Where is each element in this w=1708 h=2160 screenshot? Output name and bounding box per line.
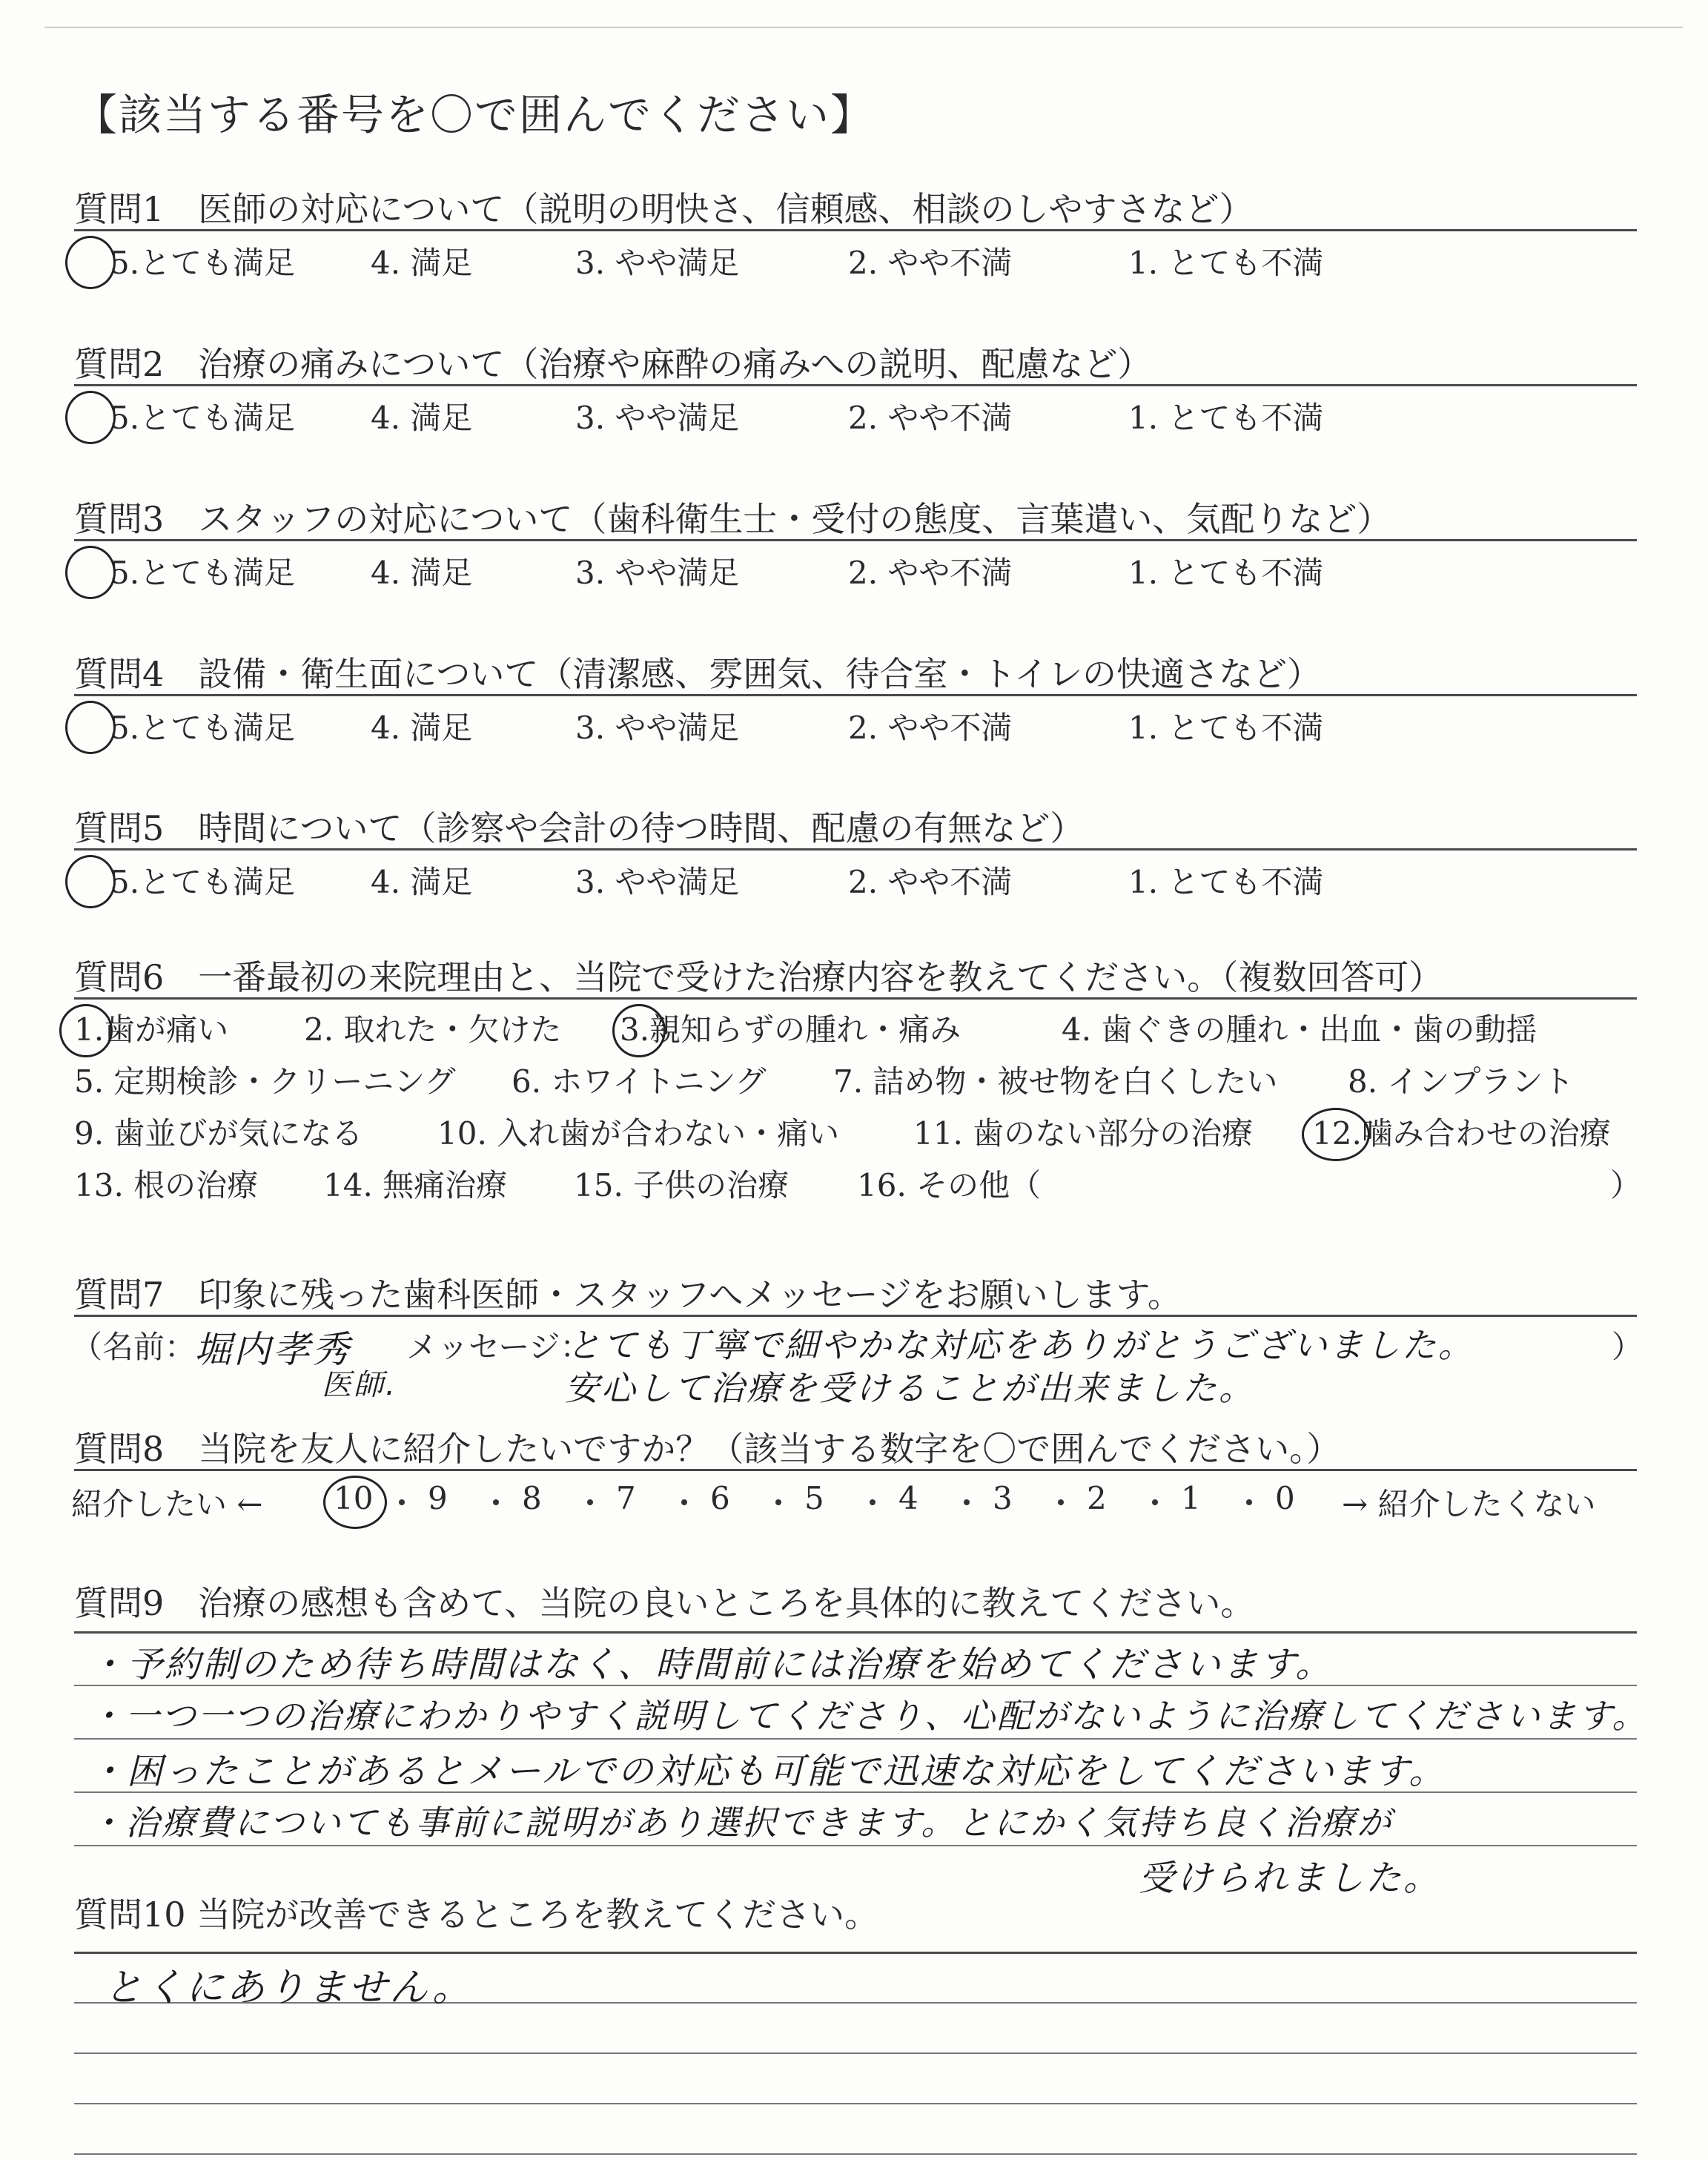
q9-answer-1: ・予約制のため待ち時間はなく、時間前には治療を始めてくださいます。 [89,1644,1334,1685]
q9-rule-5 [74,1845,1637,1846]
page-title: 【該当する番号を〇で囲んでください】 [74,90,875,140]
q4-rule [74,694,1637,696]
q6-opt-16-close: ） [1610,1167,1642,1203]
q10-answer: とくにありません。 [104,1966,474,2010]
q2-option-3[interactable]: 3. やや満足 [575,400,740,436]
q8-scale-6[interactable]: 6 [710,1480,730,1516]
q1-rule [74,229,1637,231]
q3-option-2[interactable]: 2. やや不満 [848,555,1013,591]
q8-scale-separator [587,1499,593,1505]
q8-scale-2[interactable]: 2 [1087,1480,1107,1516]
q6-opt-5[interactable]: 5. 定期検診・クリーニング [74,1063,456,1100]
q1-option-2[interactable]: 2. やや不満 [848,245,1013,281]
q7-label: 質問7 印象に残った歯科医師・スタッフへメッセージをお願いします。 [74,1275,1182,1315]
q6-opt-8[interactable]: 8. インプラント [1348,1063,1575,1100]
q3-option-5[interactable]: 5.とても満足 [110,555,296,591]
q10-rule-4 [74,2103,1637,2104]
q3-option-3[interactable]: 3. やや満足 [575,555,740,591]
q7-message-handwritten-1: とても丁寧で細やかな対応をありがとうございました。 [566,1325,1474,1365]
q9-answer-3: ・困ったことがあるとメールでの対応も可能で迅速な対応をしてくださいます。 [89,1751,1447,1792]
q8-scale-0[interactable]: 0 [1275,1480,1295,1516]
q7-close: ） [1612,1329,1644,1365]
selection-circle-q1 [65,236,116,289]
q8-scale-10[interactable]: 10 [334,1480,374,1516]
q8-label: 質問8 当院を友人に紹介したいですか？（該当する数字を〇で囲んでください。） [74,1429,1341,1469]
q9-rule-3 [74,1738,1637,1740]
q9-answer-2: ・一つ一つの治療にわかりやすく説明してくださり、心配がないように治療してくださいます。 [89,1696,1649,1736]
q5-option-4[interactable]: 4. 満足 [371,864,473,900]
q2-label: 質問2 治療の痛みについて（治療や麻酔の痛みへの説明、配慮など） [74,344,1152,384]
q9-rule-1 [74,1631,1637,1634]
q7-rule [74,1315,1637,1317]
q6-opt-3[interactable]: 3.親知らずの腫れ・痛み [620,1011,961,1048]
q8-scale-9[interactable]: 9 [428,1480,448,1516]
q8-right-label: → 紹介したくない [1342,1486,1596,1522]
q8-scale-separator [399,1499,405,1505]
q5-option-5[interactable]: 5.とても満足 [110,864,296,900]
q7-name-handwritten-2: 医師. [322,1368,397,1402]
q8-rule [74,1469,1637,1471]
q4-option-4[interactable]: 4. 満足 [371,710,473,746]
q1-option-4[interactable]: 4. 満足 [371,245,473,281]
q6-label: 質問6 一番最初の来院理由と、当院で受けた治療内容を教えてください。（複数回答可） [74,957,1443,997]
q6-opt-6[interactable]: 6. ホワイトニング [512,1063,767,1100]
q3-option-4[interactable]: 4. 満足 [371,555,473,591]
selection-circle-q6-3 [612,1004,666,1057]
selection-circle-q6-12 [1302,1108,1370,1161]
q6-opt-14[interactable]: 14. 無痛治療 [323,1167,508,1203]
scan-edge [44,27,1683,28]
q4-option-5[interactable]: 5.とても満足 [110,710,296,746]
q5-option-2[interactable]: 2. やや不満 [848,864,1013,900]
q6-opt-10[interactable]: 10. 入れ歯が合わない・痛い [437,1115,840,1152]
q1-option-1[interactable]: 1. とても不満 [1128,245,1324,281]
q4-option-2[interactable]: 2. やや不満 [848,710,1013,746]
q2-rule [74,384,1637,386]
q8-left-label: 紹介したい ← [71,1486,263,1522]
q6-opt-1[interactable]: 1.歯が痛い [74,1011,229,1048]
q10-rule-1 [74,1952,1637,1954]
q10-rule-3 [74,2052,1637,2054]
q6-opt-7[interactable]: 7. 詰め物・被せ物を白くしたい [833,1063,1278,1100]
q5-option-1[interactable]: 1. とても不満 [1128,864,1324,900]
q8-scale-separator [493,1499,499,1505]
selection-circle-q4 [65,701,116,754]
q7-name-label: （名前： [71,1329,196,1365]
q6-opt-16[interactable]: 16. その他（ [857,1167,1042,1203]
q6-opt-2[interactable]: 2. 取れた・欠けた [304,1011,562,1048]
q8-scale-8[interactable]: 8 [522,1480,542,1516]
q8-scale-7[interactable]: 7 [616,1480,636,1516]
q8-scale-3[interactable]: 3 [993,1480,1013,1516]
selection-circle-q2 [65,391,116,444]
q7-message-label: メッセージ： [406,1329,592,1365]
q6-opt-12[interactable]: 12.噛み合わせの治療 [1312,1115,1611,1152]
q10-label: 質問10 当院が改善できるところを教えてください。 [74,1895,879,1935]
q8-scale-separator [1058,1499,1064,1505]
q8-scale-4[interactable]: 4 [898,1480,918,1516]
q6-opt-15[interactable]: 15. 子供の治療 [574,1167,790,1203]
q1-option-3[interactable]: 3. やや満足 [575,245,740,281]
q8-scale-separator [870,1499,875,1505]
q10-rule-5 [74,2153,1637,2155]
q6-opt-13[interactable]: 13. 根の治療 [74,1167,259,1203]
q6-opt-9[interactable]: 9. 歯並びが気になる [74,1115,363,1152]
selection-circle-q5 [65,855,116,908]
q4-option-3[interactable]: 3. やや満足 [575,710,740,746]
q6-opt-11[interactable]: 11. 歯のない部分の治療 [913,1115,1254,1152]
q3-rule [74,539,1637,541]
q4-option-1[interactable]: 1. とても不満 [1128,710,1324,746]
q1-option-5[interactable]: 5.とても満足 [110,245,296,281]
q8-scale-1[interactable]: 1 [1181,1480,1201,1516]
q5-rule [74,848,1637,851]
q5-option-3[interactable]: 3. やや満足 [575,864,740,900]
q2-option-2[interactable]: 2. やや不満 [848,400,1013,436]
q3-label: 質問3 スタッフの対応について（歯科衛生士・受付の態度、言葉遣い、気配りなど） [74,499,1391,539]
q9-label: 質問9 治療の感想も含めて、当院の良いところを具体的に教えてください。 [74,1583,1255,1623]
q7-name-handwritten: 堀内孝秀 [194,1328,351,1371]
q7-message-handwritten-2: 安心して治療を受けることが出来ました。 [565,1368,1255,1408]
q9-answer-4: ・治療費についても事前に説明があり選択できます。とにかく気持ち良く治療が [89,1803,1394,1843]
q6-rule [74,997,1637,1000]
selection-circle-q3 [65,546,116,599]
q6-opt-4[interactable]: 4. 歯ぐきの腫れ・出血・歯の動揺 [1062,1011,1537,1048]
q2-option-4[interactable]: 4. 満足 [371,400,473,436]
q8-scale-separator [1246,1499,1252,1505]
q8-scale-separator [1152,1499,1158,1505]
selection-circle-q6-1 [59,1004,113,1057]
q8-scale-separator [681,1499,687,1505]
q2-option-1[interactable]: 1. とても不満 [1128,400,1324,436]
q8-scale-separator [775,1499,781,1505]
q1-label: 質問1 医師の対応について（説明の明快さ、信頼感、相談のしやすさなど） [74,189,1254,229]
q3-option-1[interactable]: 1. とても不満 [1128,555,1324,591]
q5-label: 質問5 時間について（診察や会計の待つ時間、配慮の有無など） [74,808,1085,848]
q9-answer-cont: 受けられました。 [1139,1857,1442,1899]
selection-circle-q8-10 [323,1476,387,1529]
q2-option-5[interactable]: 5.とても満足 [110,400,296,436]
q8-scale-5[interactable]: 5 [804,1480,824,1516]
q4-label: 質問4 設備・衛生面について（清潔感、雰囲気、待合室・トイレの快適さなど） [74,654,1322,694]
q8-scale-separator [964,1499,970,1505]
